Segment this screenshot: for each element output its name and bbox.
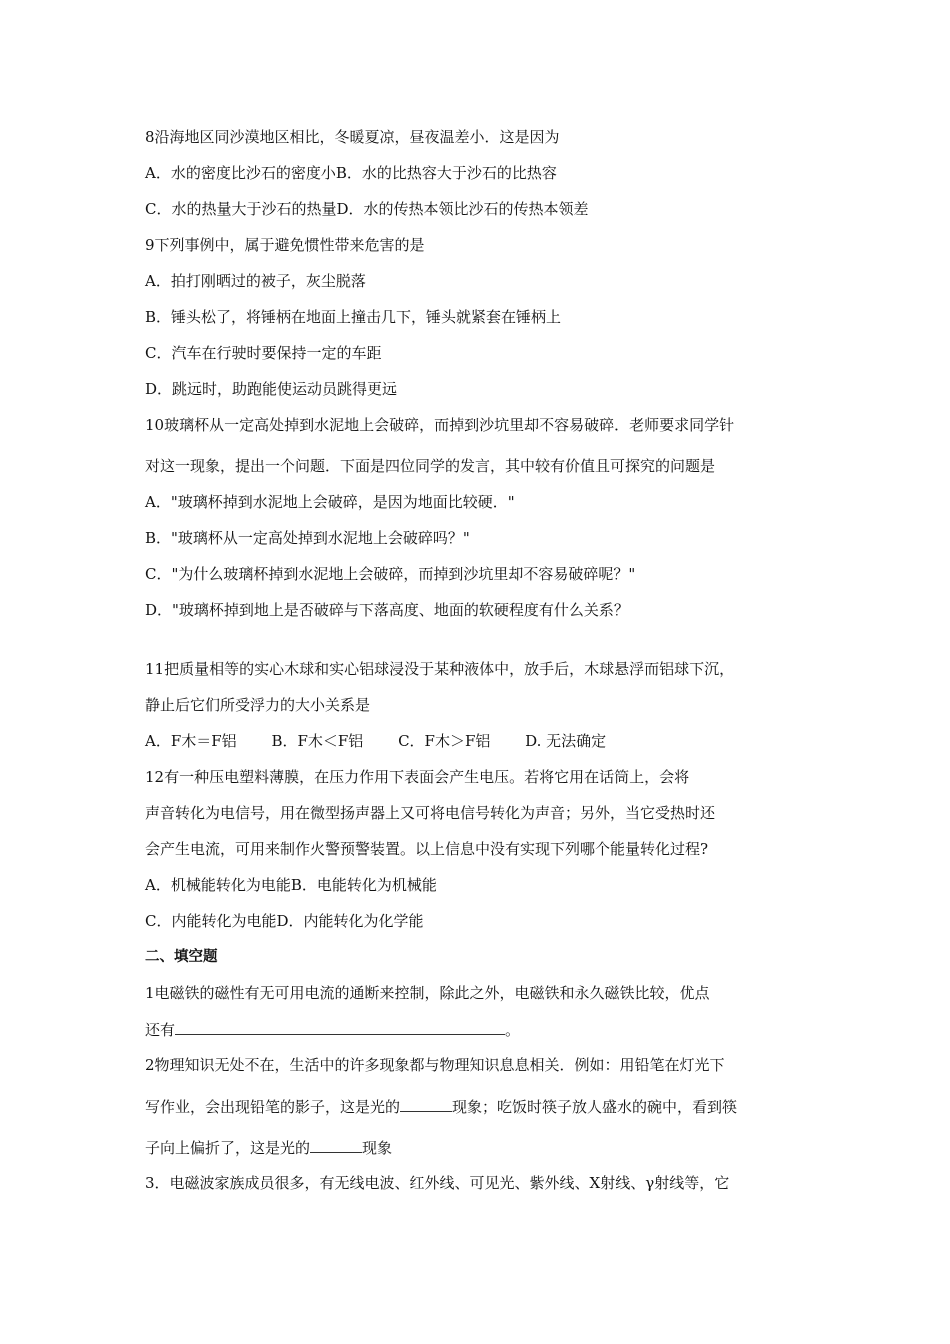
- fill2-answer-blank-2[interactable]: [310, 1137, 362, 1153]
- fill2-middle: 现象；吃饭时筷子放人盛水的碗中，看到筷: [452, 1098, 738, 1116]
- q10-stem-line2: 对这一现象，提出一个问题．下面是四位同学的发言，其中较有价值且可探究的问题是: [145, 457, 716, 475]
- q11-option-b: B．F木＜F铝: [271, 732, 364, 750]
- fill2-line3: [145, 1137, 392, 1158]
- q12-options-ab: A．机械能转化为电能B．电能转化为机械能: [145, 876, 437, 894]
- fill2-prefix: 写作业，会出现铅笔的影子，这是光的: [145, 1098, 401, 1116]
- fill2-line3-suffix: 现象: [362, 1139, 393, 1157]
- q10-option-d: D．"玻璃杯掉到地上是否破碎与下落高度、地面的软硬程度有什么关系？: [145, 601, 629, 619]
- fill2-answer-blank-1[interactable]: [400, 1096, 452, 1112]
- q11-option-d: D. 无法确定: [525, 732, 607, 750]
- q9-option-d: D．跳远时，助跑能使运动员跳得更远: [145, 380, 398, 398]
- fill3-line1: 3．电磁波家族成员很多，有无线电波、红外线、可见光、紫外线、X射线、γ射线等，它: [145, 1174, 730, 1192]
- q11-option-c: C．F木＞F铝: [398, 732, 491, 750]
- q12-options-cd: C．内能转化为电能D．内能转化为化学能: [145, 912, 424, 930]
- q9-option-c: C．汽车在行驶时要保持一定的车距: [145, 344, 382, 362]
- fill2-line2: [145, 1096, 737, 1117]
- fill2-line1: 2物理知识无处不在，生活中的许多现象都与物理知识息息相关．例如：用铅笔在灯光下: [145, 1056, 725, 1074]
- fill1-line2: [145, 1019, 520, 1040]
- q8-options-cd: C．水的热量大于沙石的热量D．水的传热本领比沙石的传热本领差: [145, 200, 589, 218]
- fill1-line1: 1电磁铁的磁性有无可用电流的通断来控制，除此之外，电磁铁和永久磁铁比较，优点: [145, 984, 710, 1002]
- q12-stem-line2: 声音转化为电信号，用在微型扬声器上又可将电信号转化为声音；另外，当它受热时还: [145, 804, 716, 822]
- fill1-prefix: 还有: [145, 1021, 176, 1039]
- q12-stem-line3: 会产生电流，可用来制作火警预警装置。以上信息中没有实现下列哪个能量转化过程?: [145, 840, 709, 858]
- q9-option-b: B．锤头松了，将锤柄在地面上撞击几下，锤头就紧套在锤柄上: [145, 308, 562, 326]
- q10-option-a: A．"玻璃杯掉到水泥地上会破碎，是因为地面比较硬．": [145, 493, 515, 511]
- q11-options: [145, 731, 606, 751]
- q11-option-a: A．F木＝F铝: [145, 732, 237, 750]
- q11-stem-line1: 11把质量相等的实心木球和实心铝球浸没于某种液体中，放手后，木球悬浮而铝球下沉，: [145, 660, 735, 678]
- q9-option-a: A．拍打刚晒过的被子，灰尘脱落: [145, 272, 366, 290]
- q10-stem-line1: 10玻璃杯从一定高处掉到水泥地上会破碎，而掉到沙坑里却不容易破碎．老师要求同学针: [145, 416, 735, 434]
- q9-stem: 9下列事例中，属于避免惯性带来危害的是: [145, 236, 425, 254]
- q11-stem-line2: 静止后它们所受浮力的大小关系是: [145, 696, 371, 714]
- q8-options-ab: A．水的密度比沙石的密度小B．水的比热容大于沙石的比热容: [145, 164, 557, 182]
- q12-stem-line1: 12有一种压电塑料薄膜，在压力作用下表面会产生电压。若将它用在话筒上，会将: [145, 768, 690, 786]
- q8-stem: 8沿海地区同沙漠地区相比，冬暖夏凉，昼夜温差小．这是因为: [145, 128, 560, 146]
- section-heading-fill-in: 二、填空题: [145, 949, 218, 965]
- fill1-answer-blank[interactable]: [175, 1019, 505, 1035]
- q10-option-c: C．"为什么玻璃杯掉到水泥地上会破碎，而掉到沙坑里却不容易破碎呢？": [145, 565, 636, 583]
- fill2-line3-prefix: 子向上偏折了，这是光的: [145, 1139, 311, 1157]
- fill1-suffix: 。: [505, 1021, 521, 1039]
- q10-option-b: B．"玻璃杯从一定高处掉到水泥地上会破碎吗？": [145, 529, 470, 547]
